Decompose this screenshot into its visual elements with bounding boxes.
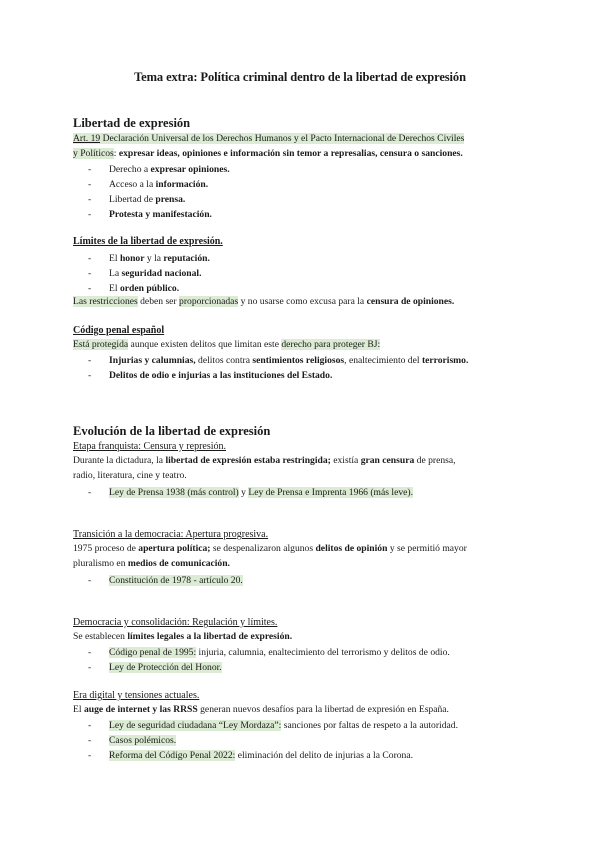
list-item: - Delitos de odio e injurias a las instituciones del Estado. xyxy=(92,370,315,381)
art19-text: Declaración Universal de los Derechos Humanos y el Pacto Internacional de Derechos Civiles xyxy=(100,133,465,144)
paragraph-art19-line1 xyxy=(73,131,533,146)
pacto-text: y Políticos xyxy=(73,148,114,159)
heading-libertad-expresion: Libertad de expresión xyxy=(73,116,191,130)
paragraph-dictadura-line1: Durante la dictadura, la libertad de expresión estaba restringida; existía gran censura de prensa, xyxy=(73,455,456,466)
page-title: Tema extra: Política criminal dentro de la libertad de expresión xyxy=(134,70,466,84)
heading-limites: Límites de la libertad de expresión. xyxy=(73,236,223,247)
list-item: - Ley de seguridad ciudadana “Ley Mordaza”: sanciones por faltas de respeto a la autoridad. xyxy=(92,720,441,731)
art19-link: Art. 19 xyxy=(73,133,101,144)
list-item: - La seguridad nacional. xyxy=(92,268,185,279)
paragraph-restricciones: Las restricciones deben ser proporcionadas y no usarse como excusa para la censura de opiniones. xyxy=(73,296,455,307)
list-item: - Casos polémicos. xyxy=(92,735,159,746)
subheading-franquista: Etapa franquista: Censura y represión. xyxy=(73,441,227,452)
paragraph-internet: El auge de internet y las RRSS generan nuevos desafíos para la libertad de expresión en España. xyxy=(73,704,449,715)
subheading-transicion: Transición a la democracia: Apertura progresiva. xyxy=(73,529,269,540)
list-item: - Derecho a expresar opiniones. xyxy=(92,164,213,175)
list-item: - El orden público. xyxy=(92,283,162,294)
heading-evolucion: Evolución de la libertad de expresión xyxy=(73,424,271,438)
list-item: - Reforma del Código Penal 2022: eliminación del delito de injurias a la Corona. xyxy=(92,750,396,761)
paragraph-limites-legales: Se establecen límites legales a la libertad de expresión. xyxy=(73,631,293,642)
colon-text: : xyxy=(113,148,119,159)
list-item: - Código penal de 1995: injuria, calumnia, enaltecimiento del terrorismo y delitos de odio. xyxy=(92,647,433,658)
heading-codigo-penal: Código penal español xyxy=(73,325,165,336)
list-item: - Acceso a la información. xyxy=(92,179,191,190)
paragraph-protegida: Está protegida aunque existen delitos que limitan este derecho para proteger BJ: xyxy=(73,339,381,350)
list-item: - Constitución de 1978 - artículo 20. xyxy=(92,575,226,586)
list-item: - Ley de Protección del Honor. xyxy=(92,662,205,673)
art19-bold-text: expresar ideas, opiniones e información sin temor a represalias, censura o sanciones. xyxy=(118,148,463,159)
list-item: - Injurias y calumnias, delitos contra sentimientos religiosos, enaltecimiento del terrorismo. xyxy=(92,355,451,366)
list-item: - Protesta y manifestación. xyxy=(92,209,195,220)
list-item: - El honor y la reputación. xyxy=(92,253,193,264)
paragraph-1975-line2: pluralismo en medios de comunicación. xyxy=(73,558,230,569)
subheading-era-digital: Era digital y tensiones actuales. xyxy=(73,690,200,701)
subheading-democracia: Democracia y consolidación: Regulación y límites. xyxy=(73,617,278,628)
paragraph-1975-line1: 1975 proceso de apertura política; se despenalizaron algunos delitos de opinión y se permitió mayor xyxy=(73,543,467,554)
list-item: - Ley de Prensa 1938 (más control) y Ley de Prensa e Imprenta 1966 (más leve). xyxy=(92,487,396,498)
paragraph-dictadura-line2: radio, literatura, cine y teatro. xyxy=(73,470,187,481)
list-item: - Libertad de prensa. xyxy=(92,194,168,205)
paragraph-art19-line2 xyxy=(73,146,533,161)
